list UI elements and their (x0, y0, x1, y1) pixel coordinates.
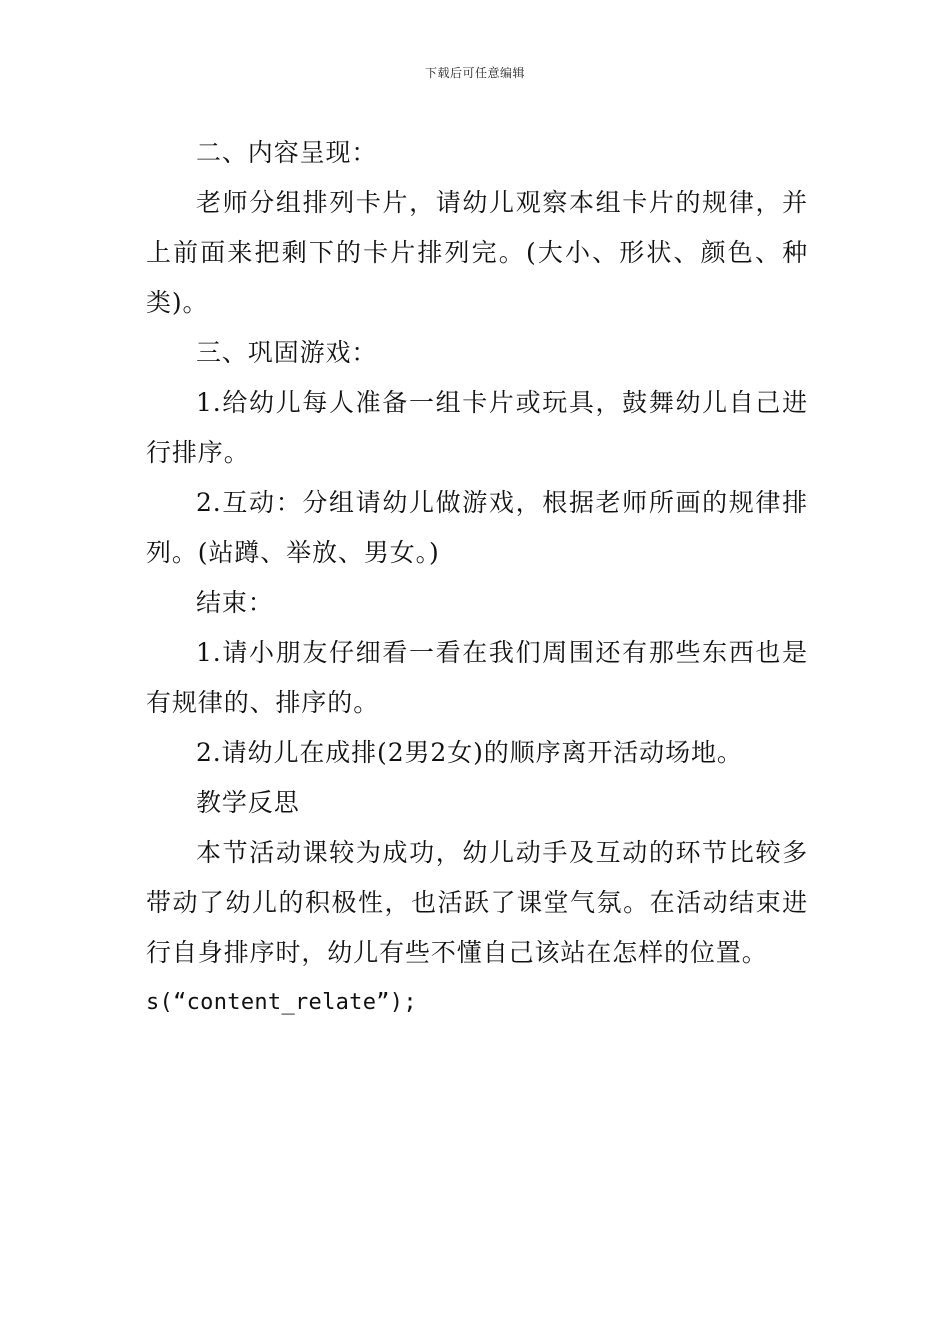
section-heading-reflection: 教学反思 (196, 788, 300, 817)
document-body (146, 128, 808, 1028)
list-item: 2.请幼儿在成排(2男2女)的顺序离开活动场地。 (196, 738, 743, 767)
section-heading-content: 二、内容呈现： (196, 138, 378, 167)
list-item: 1.给幼儿每人准备一组卡片或玩具，鼓舞幼儿自己进行排序。 (146, 388, 808, 467)
code-snippet: s(“content_relate”); (146, 990, 417, 1015)
section-heading-game: 三、巩固游戏： (196, 338, 378, 367)
section-heading-end: 结束： (196, 588, 274, 617)
list-item: 1.请小朋友仔细看一看在我们周围还有那些东西也是有规律的、排序的。 (146, 638, 808, 717)
body-paragraph: 本节活动课较为成功，幼儿动手及互动的环节比较多带动了幼儿的积极性，也活跃了课堂气氛。在活动结束进行自身排序时，幼儿有些不懂自己该站在怎样的位置。 (146, 838, 808, 967)
list-item: 2.互动：分组请幼儿做游戏，根据老师所画的规律排列。(站蹲、举放、男女。) (146, 488, 808, 567)
body-paragraph: 老师分组排列卡片，请幼儿观察本组卡片的规律，并上前面来把剩下的卡片排列完。(大小、形状、颜色、种类)。 (146, 188, 808, 317)
page-header-note: 下载后可任意编辑 (424, 66, 525, 80)
